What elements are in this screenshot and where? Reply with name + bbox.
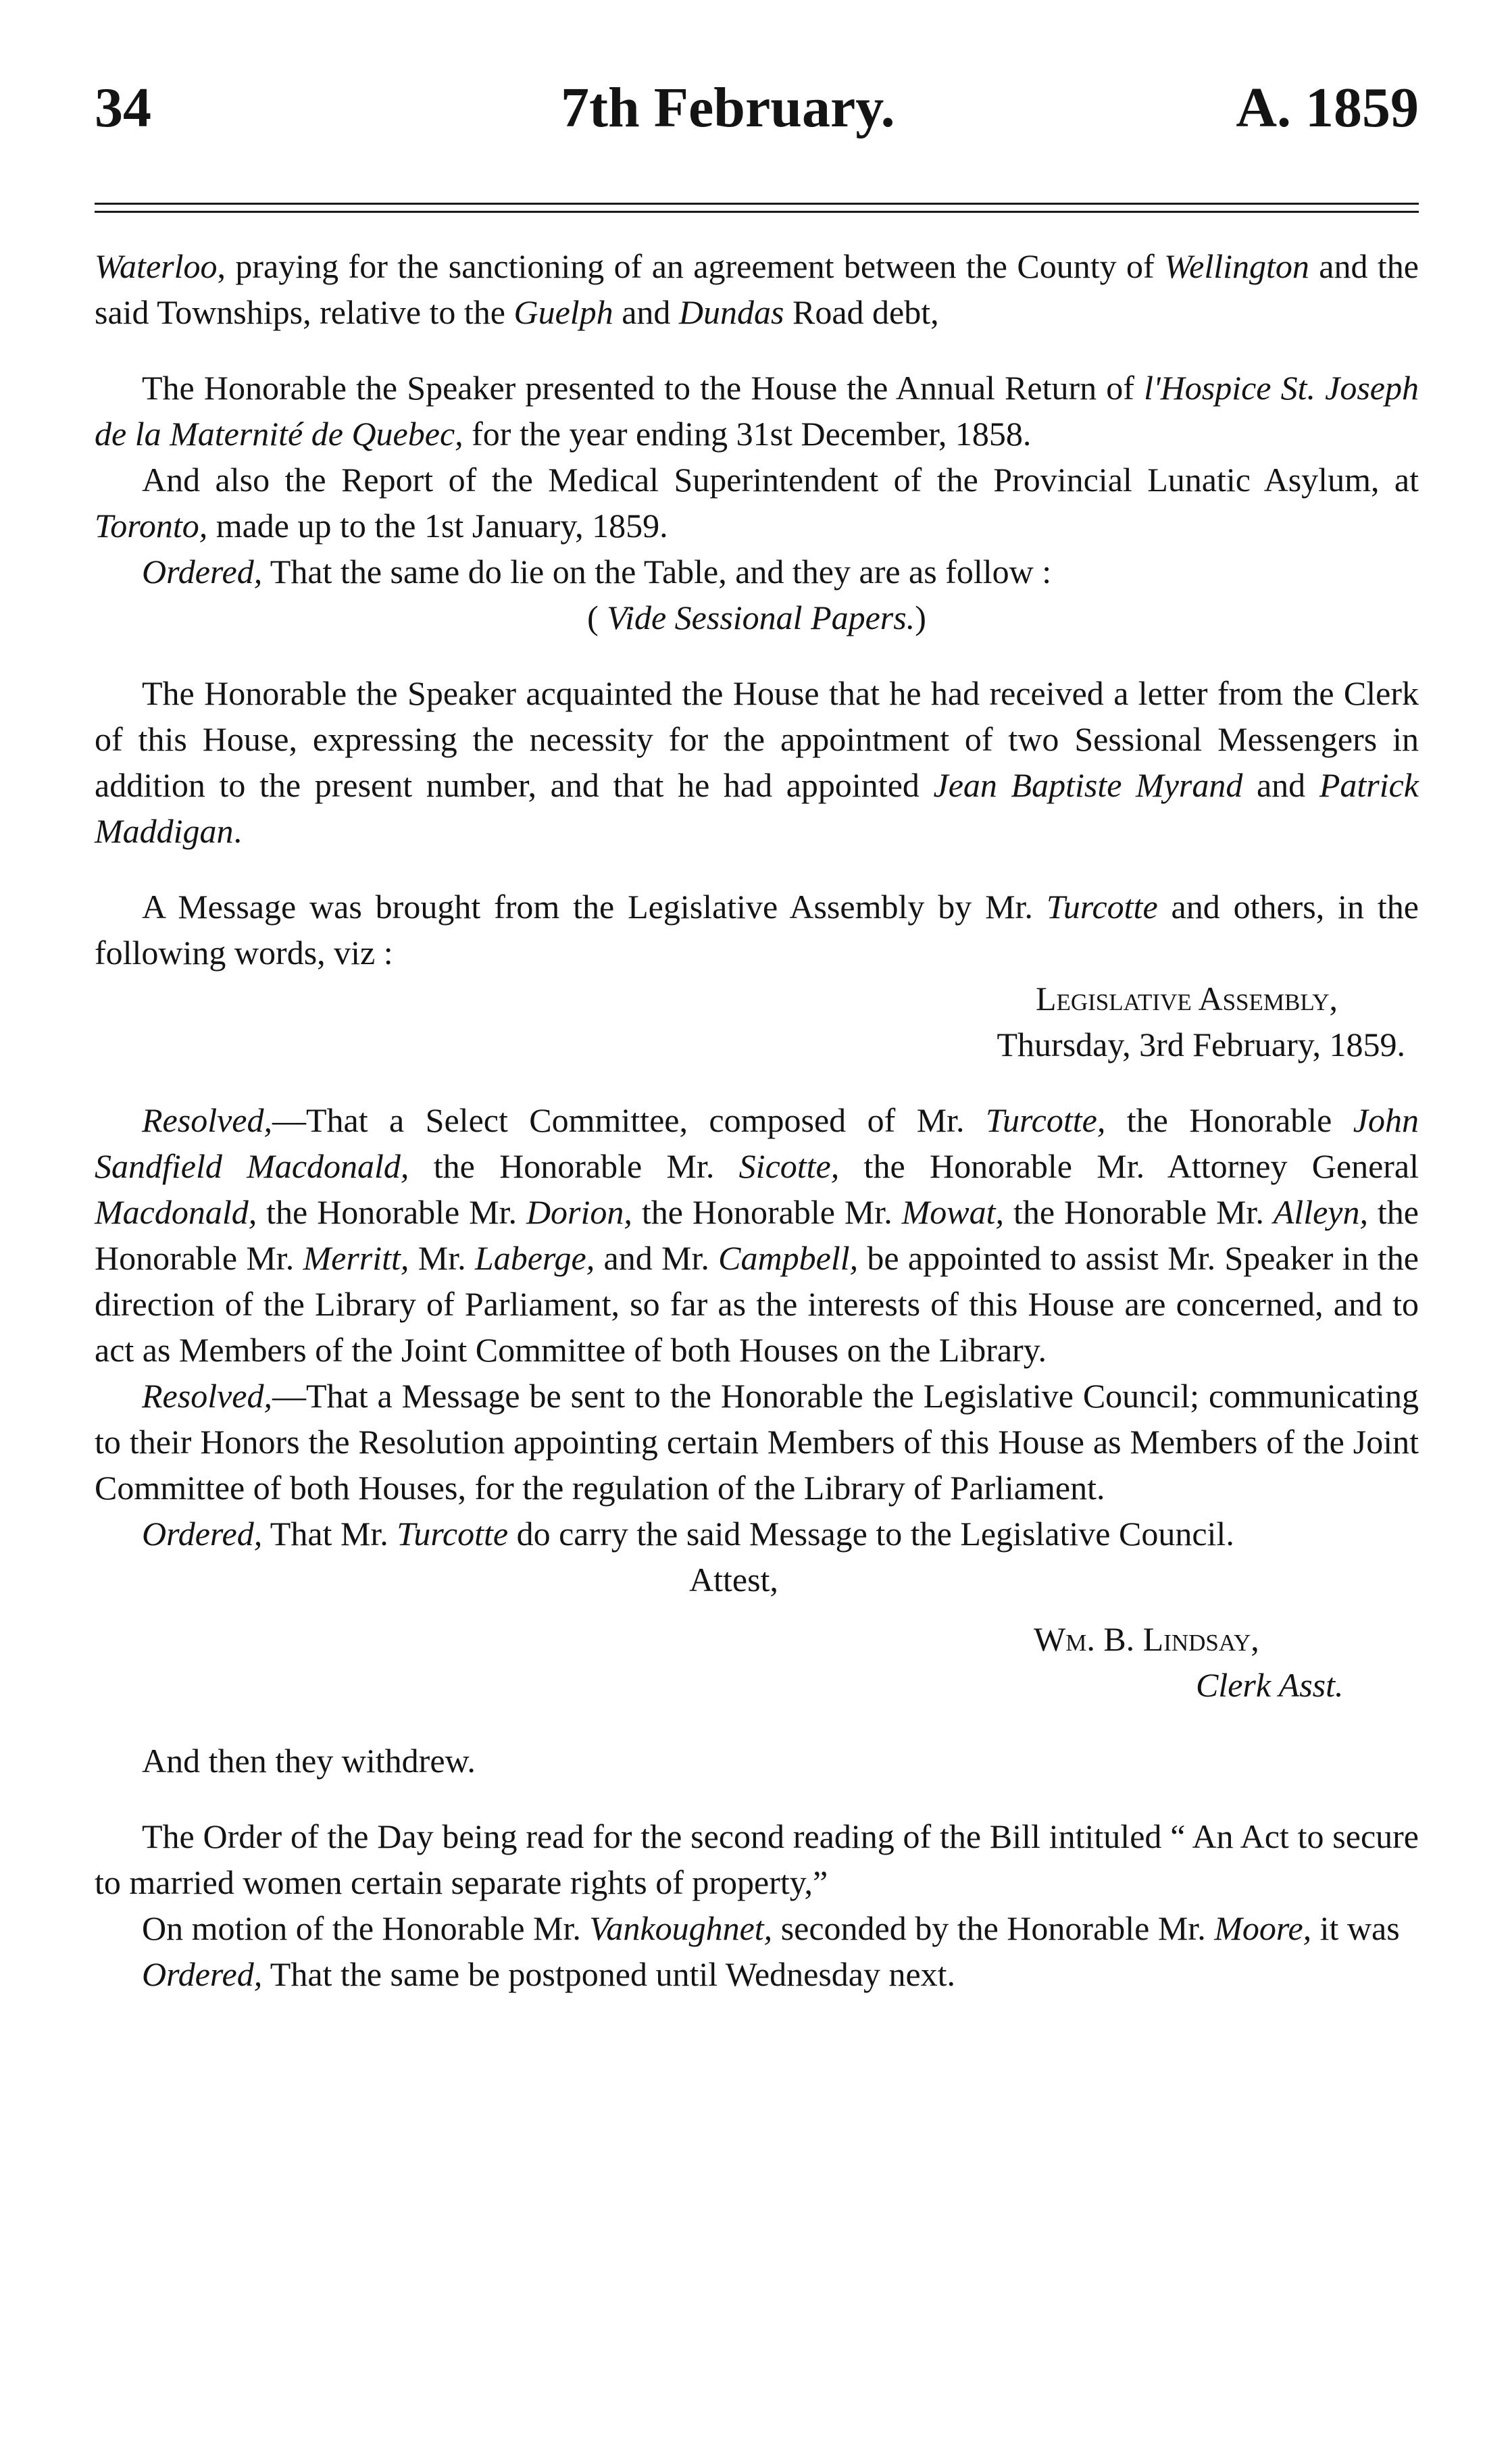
person-name: Vankoughnet,: [589, 1909, 773, 1947]
header-rule-top: [95, 203, 1419, 205]
paragraph-order-of-day: The Order of the Day being read for the second reading of the Bill intituled “ An Act to secure to married women certain separate rights of property,”: [95, 1817, 1419, 1901]
paragraph-annual-return: The Honorable the Speaker presented to the House the Annual Return of l'Hospice St. Joseph de la Maternité de Quebec, for the year ending 31st December, 1858.: [95, 369, 1419, 453]
paragraph-ordered-postponed: Ordered, That the same be postponed until Wednesday next.: [142, 1955, 956, 1993]
paragraph-motion: On motion of the Honorable Mr. Vankoughnet, seconded by the Honorable Mr. Moore, it was: [142, 1909, 1400, 1947]
vide-sessional-papers: ( Vide Sessional Papers.): [587, 599, 926, 636]
header-rule-bottom: [95, 211, 1419, 213]
clerk-signature-title: Clerk Asst.: [1196, 1666, 1344, 1704]
place-name: Wellington: [1164, 247, 1309, 285]
institution-name: l'Hospice St. Joseph de la Maternité de Quebec,: [95, 369, 1419, 453]
clerk-signature-name: Wm. B. Lindsay,: [1034, 1620, 1259, 1658]
ordered-label: Ordered,: [142, 1955, 263, 1993]
person-name: Turcotte: [1046, 888, 1158, 926]
assembly-date: Thursday, 3rd February, 1859.: [997, 1026, 1405, 1063]
resolved-label: Resolved,: [142, 1377, 272, 1415]
paragraph-resolved-committee: Resolved,—That a Select Committee, composed of Mr. Turcotte, the Honorable John Sandfield Macdonald, the Honorable Mr. Sicotte, the Honorable Mr. Attorney General Macdonald, the Honorable Mr. Dorion, the Honorable Mr. Mowat, the Honorable Mr. Alleyn, the Honorable Mr. Merritt, Mr. Laberge, and Mr. Campbell, be appointed to assist Mr. Speaker in the direction of the Library of Parliament, so far as the interests of this House are concerned, and to act as Members of the Joint Committee of both Houses on the Library.: [95, 1101, 1419, 1369]
year-heading: A. 1859: [1236, 76, 1419, 139]
journal-body: [95, 243, 1419, 1997]
place-name: Waterloo: [95, 247, 218, 285]
paragraph-message-brought: A Message was brought from the Legislative Assembly by Mr. Turcotte and others, in the following words, viz :: [95, 888, 1419, 972]
paragraph-petition-continuation: Waterloo, praying for the sanctioning of an agreement between the County of Wellington and the said Townships, relative to the Guelph and Dundas Road debt,: [95, 247, 1419, 331]
place-name: Dundas: [678, 293, 784, 331]
paragraph-asylum-report: And also the Report of the Medical Superintendent of the Provincial Lunatic Asylum, at Toronto, made up to the 1st January, 1859.: [95, 461, 1419, 545]
ordered-label: Ordered,: [142, 553, 263, 590]
ordered-label: Ordered,: [142, 1515, 263, 1553]
person-name: Patrick Maddigan: [95, 766, 1419, 850]
person-name: Turcotte: [397, 1515, 509, 1553]
page-number: 34: [95, 76, 151, 139]
person-name: Jean Baptiste Myrand: [933, 766, 1243, 804]
page-header: [95, 76, 1419, 161]
attest-line: Attest,: [689, 1561, 778, 1599]
date-heading: 7th February.: [561, 76, 895, 139]
paragraph-ordered-carry: Ordered, That Mr. Turcotte do carry the said Message to the Legislative Council.: [142, 1515, 1234, 1553]
person-name: Moore,: [1214, 1909, 1312, 1947]
paragraph-messengers: The Honorable the Speaker acquainted the House that he had received a letter from the Clerk of this House, expressing the necessity for the appointment of two Sessional Messengers in addition to the present number, and that he had appointed Jean Baptiste Myrand and Patrick Maddigan.: [95, 674, 1419, 850]
paragraph-ordered-table: Ordered, That the same do lie on the Table, and they are as follow :: [142, 553, 1052, 590]
place-name: Toronto,: [95, 507, 208, 545]
assembly-heading: Legislative Assembly,: [1035, 980, 1338, 1017]
place-name: Guelph: [513, 293, 613, 331]
paragraph-resolved-message: Resolved,—That a Message be sent to the Honorable the Legislative Council; communicating to their Honors the Resolution appointing certain Members of this House as Members of the Joint Committee of both Houses, for the regulation of the Library of Parliament.: [95, 1377, 1419, 1507]
paragraph-withdrew: And then they withdrew.: [142, 1742, 476, 1780]
resolved-label: Resolved,: [142, 1101, 272, 1139]
